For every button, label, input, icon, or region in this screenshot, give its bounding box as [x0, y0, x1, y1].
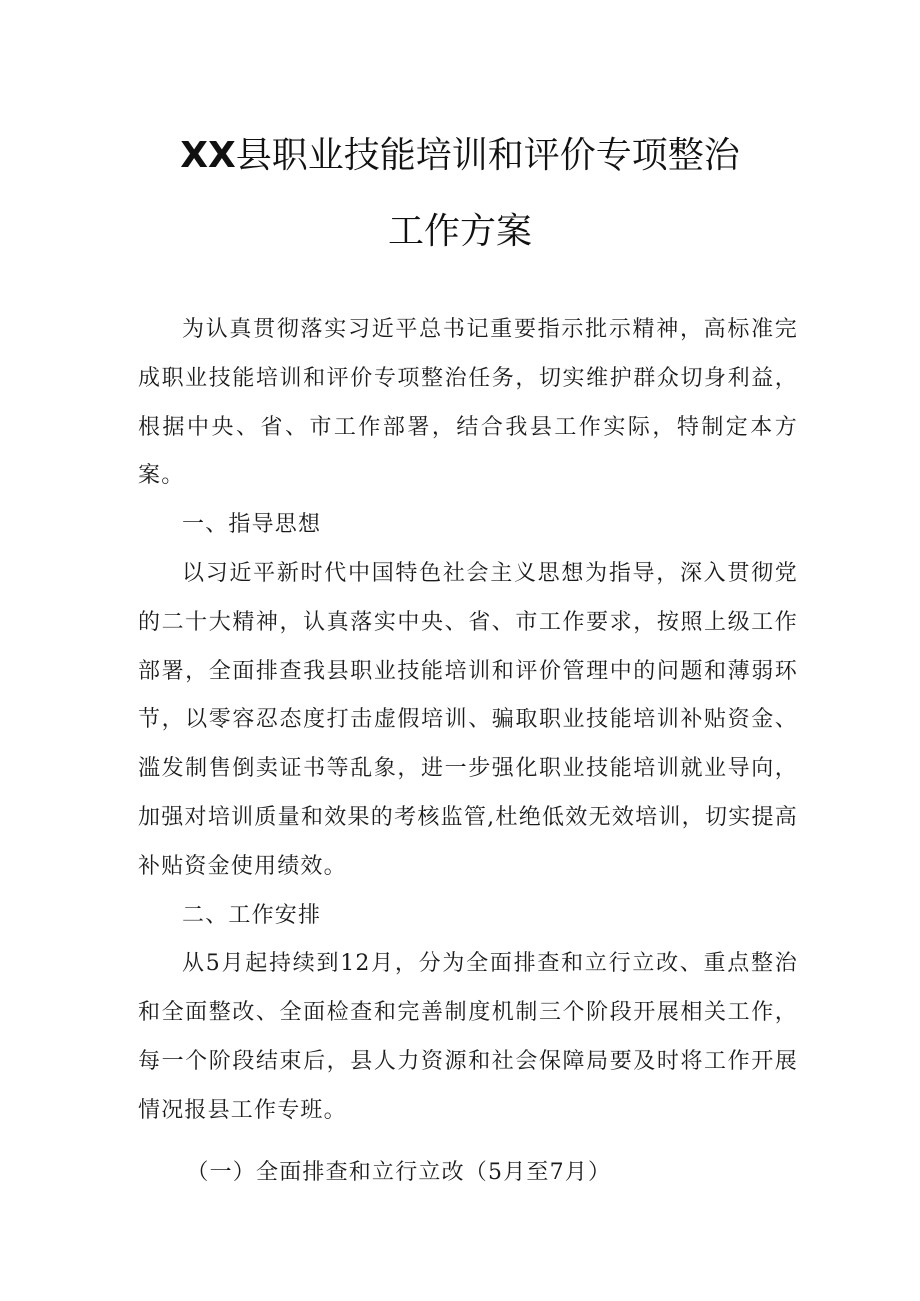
section-heading-work-arrangement: 二、工作安排 — [182, 902, 322, 928]
document-title-line-2: 工作方案 — [387, 211, 532, 252]
document-title-line-1 — [0, 132, 920, 180]
subsection-heading-phase-one: （一）全面排查和立行立改（5月至7月） — [186, 1159, 612, 1185]
intro-paragraph: 为认真贯彻落实习近平总书记重要指示批示精神，高标准完成职业技能培训和评价专项整治任务，切实维护群众切身利益，根据中央、省、市工作部署，结合我县工作实际，特制定本方案。 — [138, 317, 798, 489]
guiding-ideology-paragraph: 以习近平新时代中国特色社会主义思想为指导，深入贯彻党的二十大精神，认真落实中央、省、市工作要求，按照上级工作部署，全面排查我县职业技能培训和评价管理中的问题和薄弱环节，以零容忍态度打击虚假培训、骗取职业技能培训补贴资金、滥发制售倒卖证书等乱象，进一步强化职业技能培训就业导向，加强对培训质量和效果的考核监管,杜绝低效无效培训，切实提高补贴资金使用绩效。 — [138, 560, 798, 879]
work-arrangement-paragraph: 从5月起持续到12月，分为全面排查和立行立改、重点整治和全面整改、全面检查和完善制度机制三个阶段开展相关工作，每一个阶段结束后，县人力资源和社会保障局要及时将工作开展情况报县工作专班。 — [138, 951, 798, 1123]
title-placeholder-xx: XX — [180, 135, 236, 176]
title-main-text: 县职业技能培训和评价专项整治 — [235, 135, 740, 176]
section-heading-guiding-ideology: 一、指导思想 — [182, 512, 322, 538]
document-body — [138, 306, 798, 1197]
